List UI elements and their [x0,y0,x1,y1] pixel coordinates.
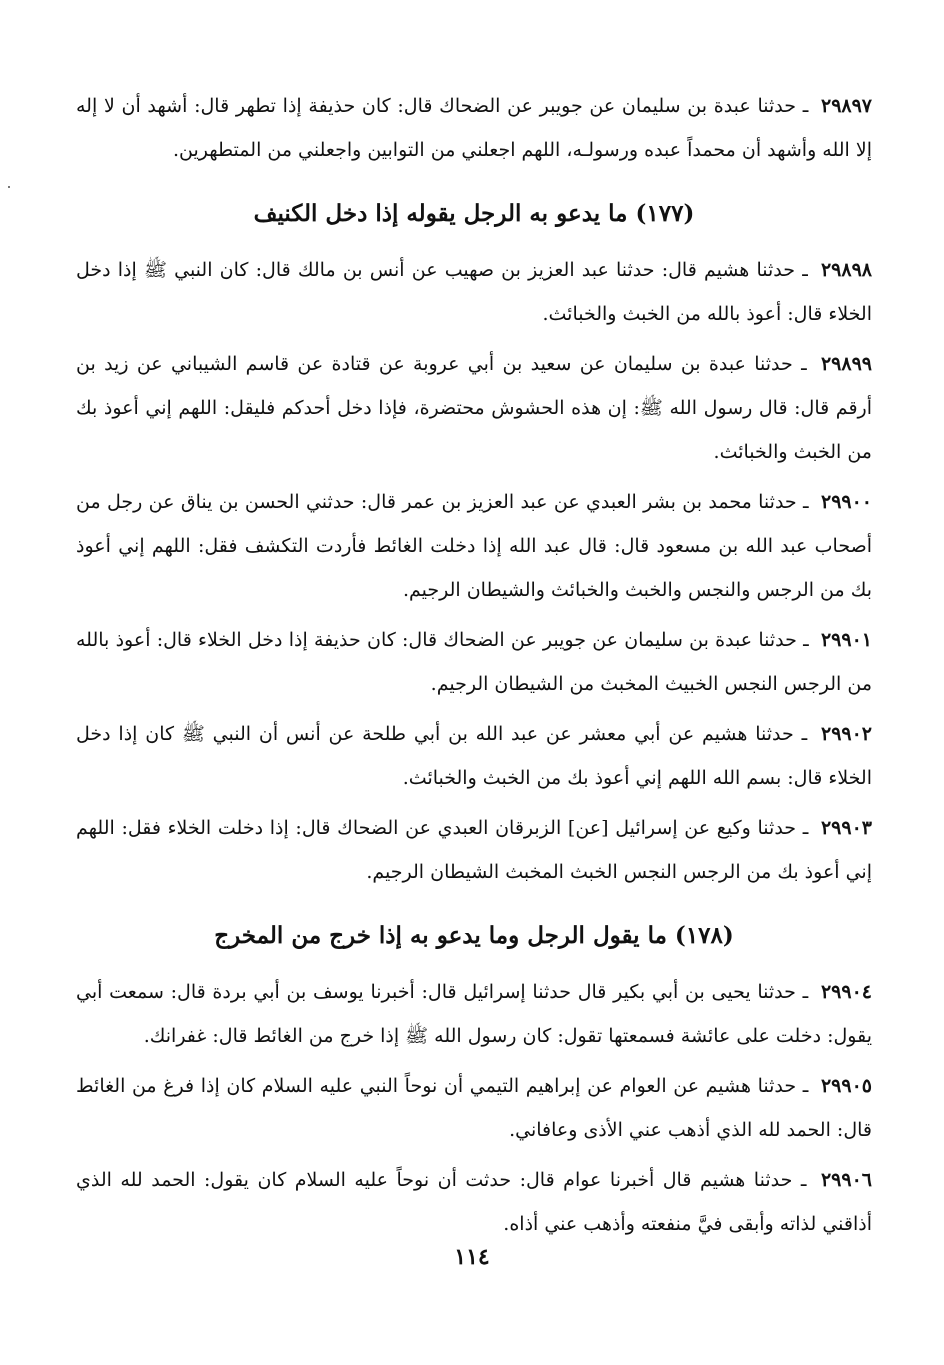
document-page [76,84,872,1252]
hadith-number: ٢٩٩٠١ [820,629,872,651]
hadith-paragraph [76,806,872,894]
hadith-paragraph [76,618,872,706]
hadith-paragraph [76,342,872,474]
hadith-number: ٢٩٩٠٥ [820,1075,872,1097]
dash: ـ [793,723,808,745]
hadith-text: حدثنا هشيم عن العوام عن إبراهيم التيمي أن نوحاً النبي عليه السلام كان إذا فرغ من الغائط قال: الحمد لله الذي أذهب عني الأذى وعافاني. [76,1075,872,1141]
hadith-number: ٢٩٨٩٩ [820,353,872,375]
section-heading: (١٧٨) ما يقول الرجل وما يدعو به إذا خرج من المخرج [214,922,734,949]
hadith-text: حدثنا عبدة بن سليمان عن جويبر عن الضحاك قال: كان حذيفة إذا دخل الخلاء قال: أعوذ بالله من الرجس النجس الخبيث المخبث من الشيطان الرجيم. [76,629,872,695]
hadith-paragraph [76,970,872,1058]
dash: ـ [792,1169,807,1191]
hadith-paragraph [76,84,872,172]
dash: ـ [795,95,809,117]
hadith-number: ٢٩٩٠٣ [820,817,872,839]
dash: ـ [796,817,809,839]
dash: ـ [795,259,808,281]
page-number: ١١٤ [454,1244,490,1270]
section-heading: (١٧٧) ما يدعو به الرجل يقوله إذا دخل الكنيف [253,200,695,227]
dash: ـ [792,353,807,375]
hadith-paragraph [76,712,872,800]
hadith-number: ٢٩٨٩٨ [820,259,872,281]
hadith-text: حدثنا هشيم قال أخبرنا عوام قال: حدثت أن نوحاً عليه السلام كان يقول: الحمد لله الذي أذاقني لذاته وأبقى فيَّ منفعته وأذهب عني أذاه. [76,1169,872,1235]
hadith-text: حدثنا هشيم قال: حدثنا عبد العزيز بن صهيب عن أنس بن مالك قال: كان النبي ﷺ إذا دخل الخلاء قال: أعوذ بالله من الخبث والخبائث. [76,259,872,325]
hadith-text: حدثنا يحيى بن أبي بكير قال حدثنا إسرائيل قال: أخبرنا يوسف بن أبي بردة قال: سمعت أبي يقول: دخلت على عائشة فسمعتها تقول: كان رسول الله ﷺ إذا خرج من الغائط قال: غفرانك. [76,981,872,1047]
dash: ـ [795,981,809,1003]
hadith-number: ٢٩٩٠٤ [820,981,872,1003]
hadith-text: حدثنا وكيع عن إسرائيل [عن] الزبرقان العبدي عن الضحاك قال: إذا دخلت الخلاء فقل: اللهم إني أعوذ بك من الرجس النجس الخبث المخبث الشيطان الرجيم. [76,817,872,883]
scan-mark [8,186,10,188]
hadith-number: ٢٩٩٠٢ [820,723,873,745]
dash: ـ [796,491,809,513]
dash: ـ [796,629,809,651]
hadith-number: ٢٩٨٩٧ [820,95,873,117]
hadith-paragraph [76,248,872,336]
hadith-text: حدثنا محمد بن بشر العبدي عن عبد العزيز بن عمر قال: حدثني الحسن بن يناق عن رجل من أصحاب عبد الله بن مسعود قال: قال عبد الله إذا دخلت الغائط فأردت التكشف فقل: اللهم إني أعوذ بك من الرجس والنجس والخبث والخبائث والشيطان الرجيم. [76,491,872,601]
hadith-paragraph [76,1158,872,1246]
dash: ـ [796,1075,809,1097]
hadith-text: حدثنا هشيم عن أبي معشر عن عبد الله بن أبي طلحة عن أنس أن النبي ﷺ كان إذا دخل الخلاء قال: بسم الله اللهم إني أعوذ بك من الخبث والخبائث. [76,723,872,789]
hadith-paragraph [76,480,872,612]
hadith-number: ٢٩٩٠٦ [820,1169,872,1191]
hadith-text: حدثنا عبدة بن سليمان عن جويبر عن الضحاك قال: كان حذيفة إذا تطهر قال: أشهد أن لا إله إلا الله وأشهد أن محمداً عبده ورسولـه، اللهم اجعلني من التوابين واجعلني من المتطهرين. [76,95,872,161]
hadith-paragraph [76,1064,872,1152]
hadith-number: ٢٩٩٠٠ [820,491,873,513]
hadith-text: حدثنا عبدة بن سليمان عن سعيد بن أبي عروبة عن قتادة عن قاسم الشيباني عن زيد بن أرقم قال: قال رسول الله ﷺ: إن هذه الحشوش محتضرة، فإذا دخل أحدكم فليقل: اللهم إني أعوذ بك من الخبث والخبائث. [76,353,872,463]
